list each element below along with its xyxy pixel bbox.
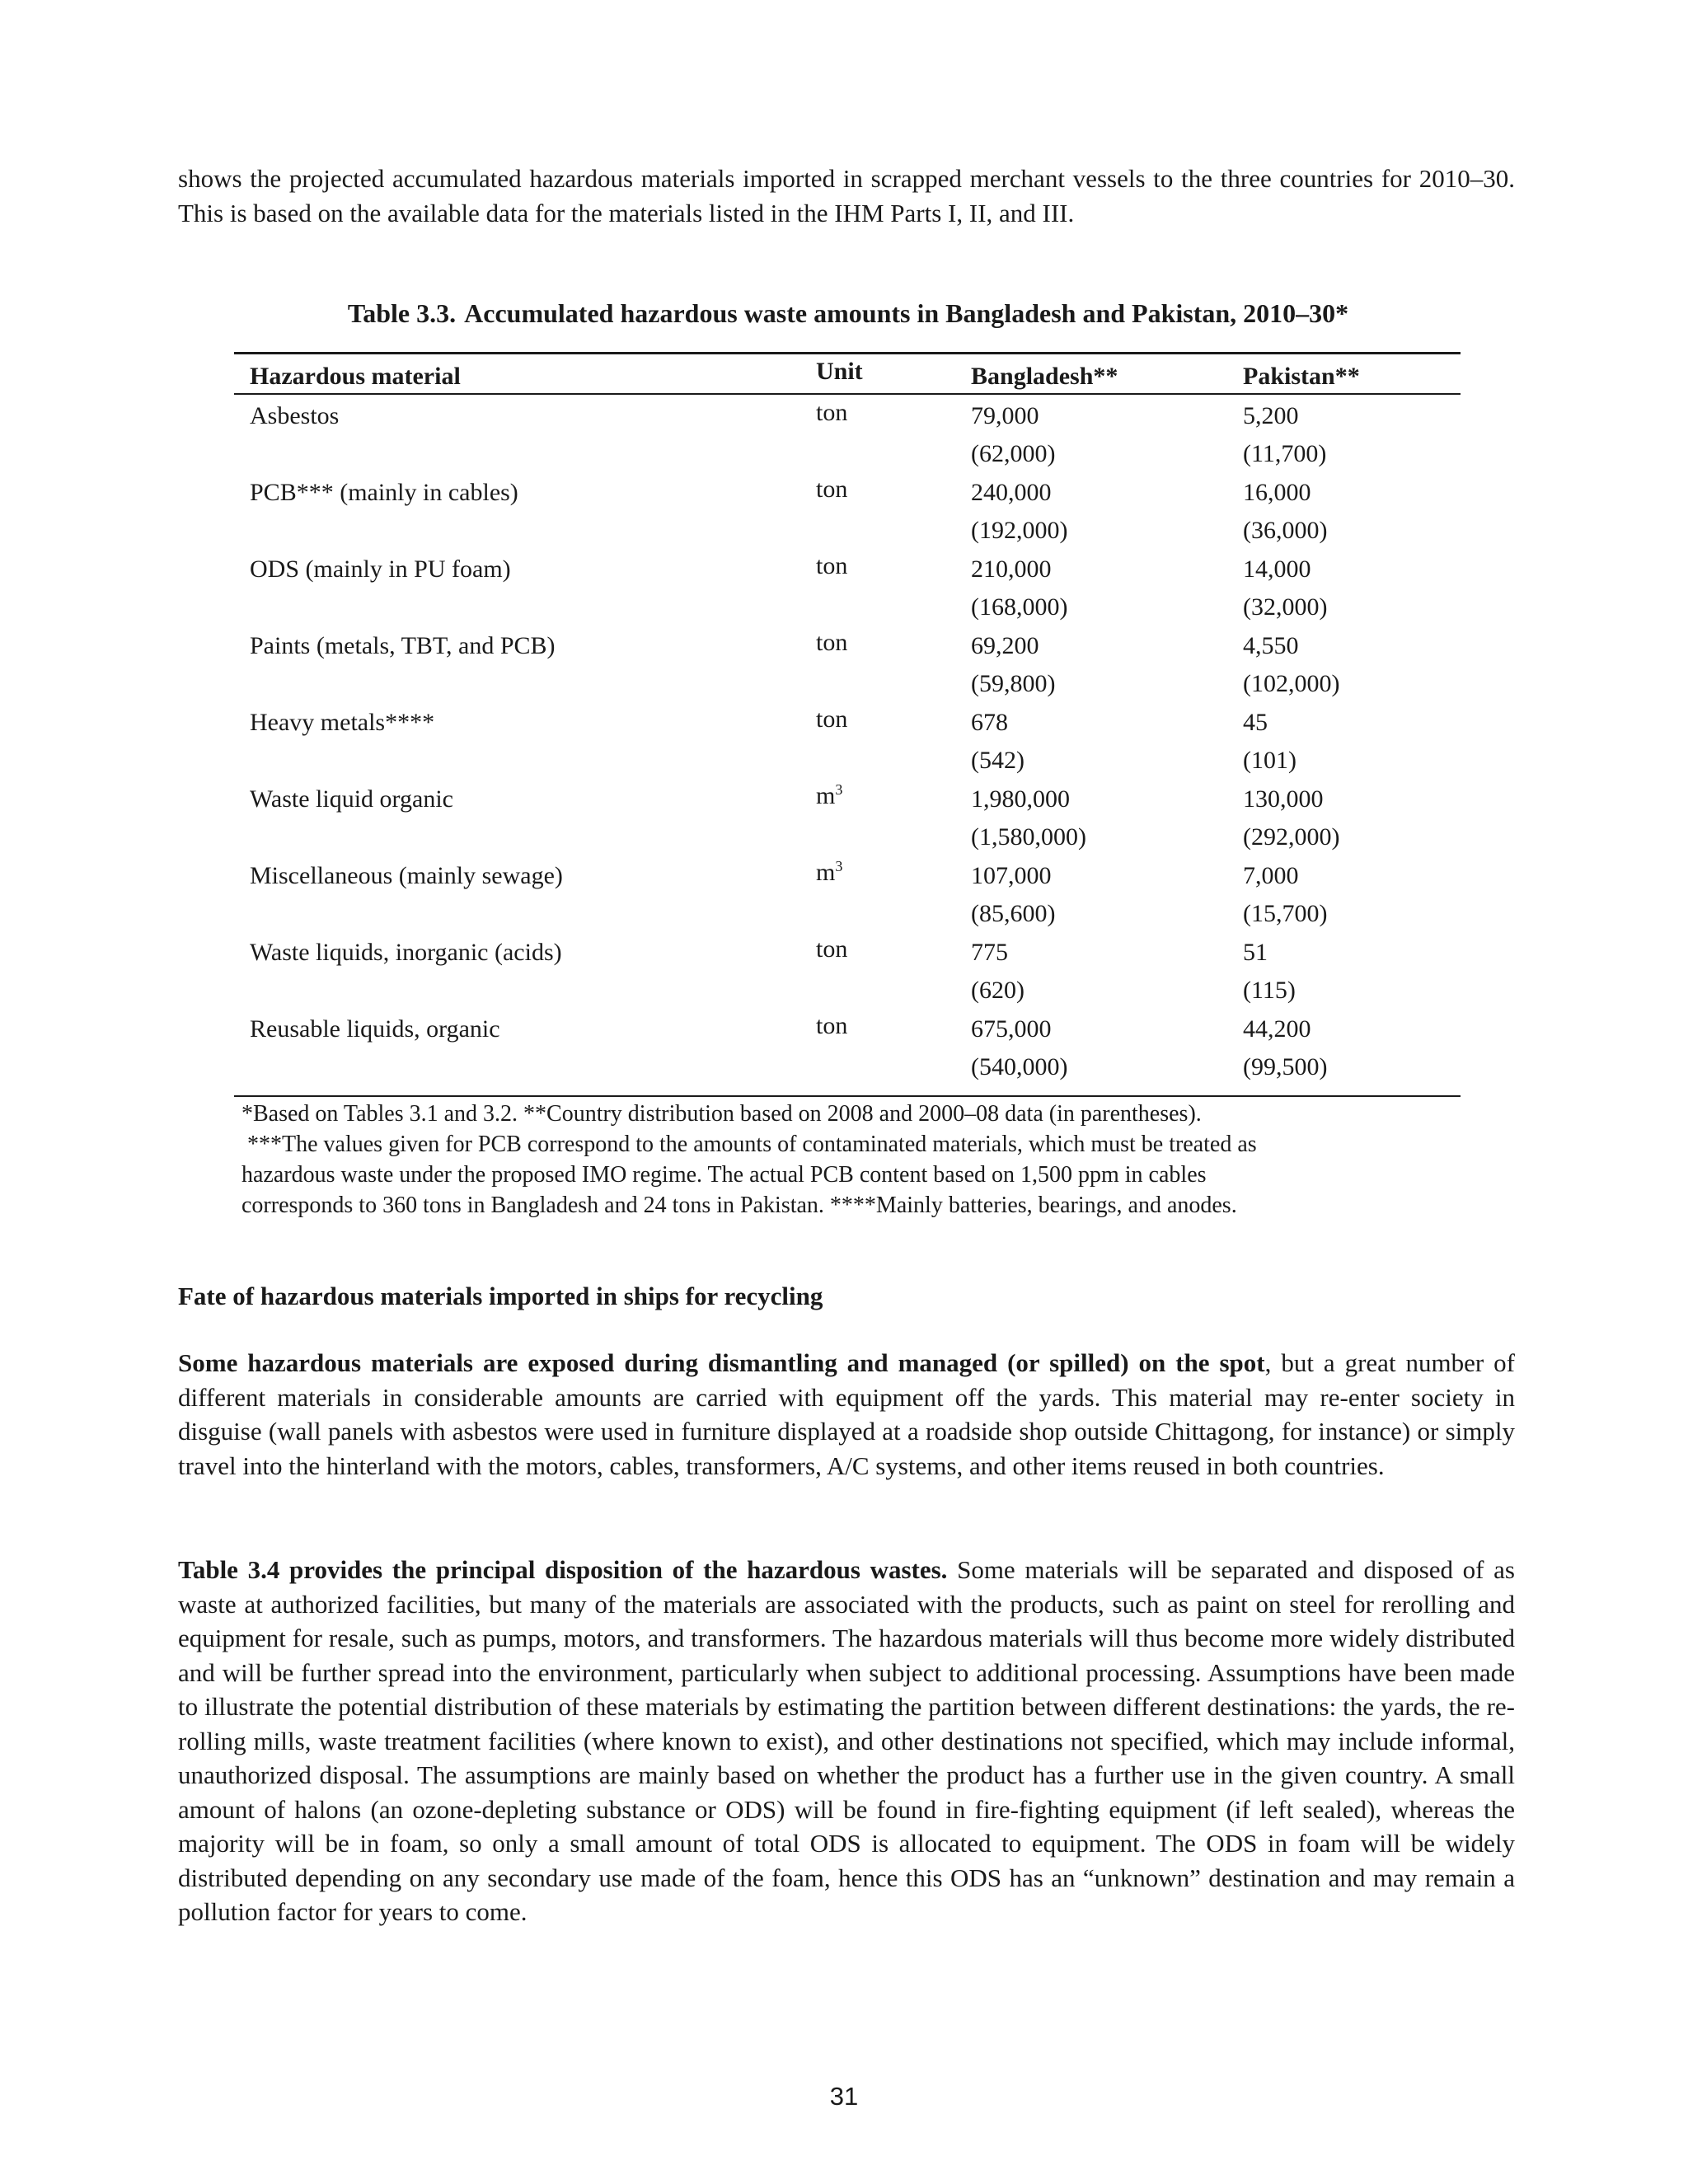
cell-unit-text: ton xyxy=(816,935,848,963)
paragraph-fate-lead: Some hazardous materials are exposed during dismantling and managed (or spilled) on the spot xyxy=(178,1348,1265,1377)
cell-bangladesh-value: 1,980,000 xyxy=(971,785,1070,813)
page-number: 31 xyxy=(829,2082,859,2111)
section-heading: Fate of hazardous materials imported in ships for recycling xyxy=(178,1282,823,1310)
cell-pakistan-value: 51 xyxy=(1243,939,1268,966)
cell-unit xyxy=(816,705,847,733)
table-footnotes xyxy=(241,1099,1478,1221)
cell-bangladesh-2008-value: (1,580,000) xyxy=(971,823,1086,851)
cell-unit-text: ton xyxy=(816,476,848,503)
cell-bangladesh-value: 775 xyxy=(971,939,1008,966)
cell-unit-text: ton xyxy=(816,1012,848,1039)
cell-hazardous-material: Waste liquid organic xyxy=(250,785,453,813)
cell-unit xyxy=(816,476,847,504)
cell-hazardous-material: Heavy metals**** xyxy=(250,709,435,736)
cell-bangladesh-2008-value: (540,000) xyxy=(971,1053,1068,1080)
cell-hazardous-material: ODS (mainly in PU foam) xyxy=(250,555,511,583)
footnote-line: ***The values given for PCB correspond to the amounts of contaminated materials, which must be treated as xyxy=(241,1132,1257,1157)
cell-bangladesh-2008-value: (168,000) xyxy=(971,593,1068,621)
cell-bangladesh-2008-value: (542) xyxy=(971,747,1025,774)
cell-pakistan-value: 16,000 xyxy=(1243,479,1311,506)
header-unit: Unit xyxy=(816,358,863,385)
cell-bangladesh-value: 675,000 xyxy=(971,1015,1052,1043)
paragraph-disposition xyxy=(178,1553,1515,1929)
cell-unit xyxy=(816,399,847,427)
cell-unit-superscript: 3 xyxy=(835,858,843,874)
cell-unit xyxy=(816,629,847,657)
cell-pakistan-2008-value: (36,000) xyxy=(1243,517,1328,544)
table-top-rule xyxy=(234,352,1461,354)
cell-bangladesh-value: 107,000 xyxy=(971,862,1052,889)
header-hazardous-material: Hazardous material xyxy=(250,363,461,390)
paragraph-fate-body: , but a great number of different materials in considerable amounts are carried with equipment off the yards. This material may re-enter society in disguise (wall panels with asbestos were used in furniture displayed at a roadside shop outside Chittagong, for instance) or simply travel into the hinterland with the motors, cables, transformers, A/C systems, and other items reused in both countries. xyxy=(178,1348,1515,1480)
cell-pakistan-2008-value: (15,700) xyxy=(1243,900,1328,927)
cell-hazardous-material: Asbestos xyxy=(250,402,340,429)
cell-pakistan-value: 130,000 xyxy=(1243,785,1324,813)
cell-unit xyxy=(816,782,842,810)
cell-pakistan-2008-value: (292,000) xyxy=(1243,823,1340,851)
cell-unit-text: ton xyxy=(816,629,848,656)
cell-bangladesh-2008-value: (62,000) xyxy=(971,440,1056,467)
cell-unit-text: ton xyxy=(816,399,848,426)
footnote-line: *Based on Tables 3.1 and 3.2. **Country distribution based on 2008 and 2000–08 data (in parentheses). xyxy=(241,1101,1202,1127)
cell-pakistan-value: 44,200 xyxy=(1243,1015,1311,1043)
cell-bangladesh-2008-value: (620) xyxy=(971,977,1025,1004)
cell-bangladesh-2008-value: (192,000) xyxy=(971,517,1068,544)
footnote-line: corresponds to 360 tons in Bangladesh and 24 tons in Pakistan. ****Mainly batteries, bearings, and anodes. xyxy=(241,1193,1237,1218)
table-bottom-rule xyxy=(234,1095,1461,1097)
cell-pakistan-value: 45 xyxy=(1243,709,1268,736)
cell-bangladesh-2008-value: (59,800) xyxy=(971,670,1056,697)
cell-bangladesh-2008-value: (85,600) xyxy=(971,900,1056,927)
cell-pakistan-value: 14,000 xyxy=(1243,555,1311,583)
cell-hazardous-material: Waste liquids, inorganic (acids) xyxy=(250,939,562,966)
intro-paragraph: shows the projected accumulated hazardous materials imported in scrapped merchant vessels to the three countries for 2010–30. This is based on the available data for the materials listed in the IHM Parts I, II, and III. xyxy=(178,164,1515,227)
cell-bangladesh-value: 678 xyxy=(971,709,1008,736)
table-caption-text: Accumulated hazardous waste amounts in Bangladesh and Pakistan, 2010–30* xyxy=(464,298,1349,328)
cell-pakistan-2008-value: (11,700) xyxy=(1243,440,1327,467)
cell-hazardous-material: Reusable liquids, organic xyxy=(250,1015,500,1043)
cell-unit xyxy=(816,552,847,580)
table-caption-label: Table 3.3. xyxy=(347,298,457,328)
cell-unit-text: ton xyxy=(816,705,848,733)
cell-unit xyxy=(816,1012,847,1040)
cell-pakistan-value: 7,000 xyxy=(1243,862,1299,889)
cell-unit-text: m xyxy=(816,782,836,809)
cell-hazardous-material: Miscellaneous (mainly sewage) xyxy=(250,862,563,889)
cell-pakistan-2008-value: (32,000) xyxy=(1243,593,1328,621)
cell-unit-text: m xyxy=(816,859,836,886)
cell-hazardous-material: Paints (metals, TBT, and PCB) xyxy=(250,632,556,659)
paragraph-fate xyxy=(178,1346,1515,1483)
cell-pakistan-2008-value: (99,500) xyxy=(1243,1053,1328,1080)
table-header-rule xyxy=(234,393,1461,395)
cell-unit xyxy=(816,859,842,887)
paragraph-disposition-body: Some materials will be separated and disposed of as waste at authorized facilities, but many of the materials are associated with the products, such as paint on steel for rerolling and equipment for resale, such as pumps, motors, and transformers. The hazardous materials will thus become more widely distributed and will be further spread into the environment, particularly when subject to additional processing. Assumptions have been made to illustrate the potential distribution of these materials by estimating the partition between different destinations: the yards, the re-rolling mills, waste treatment facilities (where known to exist), and other destinations not specified, which may include informal, unauthorized disposal. The assumptions are mainly based on whether the product has a further use in the given country. A small amount of halons (an ozone-depleting substance or ODS) will be found in fire-fighting equipment (if left sealed), whereas the majority will be in foam, so only a small amount of total ODS is allocated to equipment. The ODS in foam will be widely distributed depending on any secondary use made of the foam, hence this ODS has an “unknown” destination and may remain a pollution factor for years to come. xyxy=(178,1555,1515,1926)
cell-unit xyxy=(816,935,847,963)
cell-unit-text: ton xyxy=(816,552,848,579)
cell-bangladesh-value: 240,000 xyxy=(971,479,1052,506)
table-caption xyxy=(0,298,1688,329)
cell-bangladesh-value: 69,200 xyxy=(971,632,1039,659)
cell-pakistan-value: 4,550 xyxy=(1243,632,1299,659)
cell-bangladesh-value: 210,000 xyxy=(971,555,1052,583)
cell-bangladesh-value: 79,000 xyxy=(971,402,1039,429)
header-bangladesh: Bangladesh** xyxy=(971,363,1118,390)
paragraph-disposition-lead: Table 3.4 provides the principal disposition of the hazardous wastes. xyxy=(178,1555,948,1584)
cell-hazardous-material: PCB*** (mainly in cables) xyxy=(250,479,518,506)
cell-pakistan-2008-value: (102,000) xyxy=(1243,670,1340,697)
cell-unit-superscript: 3 xyxy=(835,781,843,798)
cell-pakistan-2008-value: (115) xyxy=(1243,977,1296,1004)
cell-pakistan-2008-value: (101) xyxy=(1243,747,1296,774)
header-pakistan: Pakistan** xyxy=(1243,363,1360,390)
cell-pakistan-value: 5,200 xyxy=(1243,402,1299,429)
footnote-line: hazardous waste under the proposed IMO regime. The actual PCB content based on 1,500 ppm in cables xyxy=(241,1162,1207,1188)
